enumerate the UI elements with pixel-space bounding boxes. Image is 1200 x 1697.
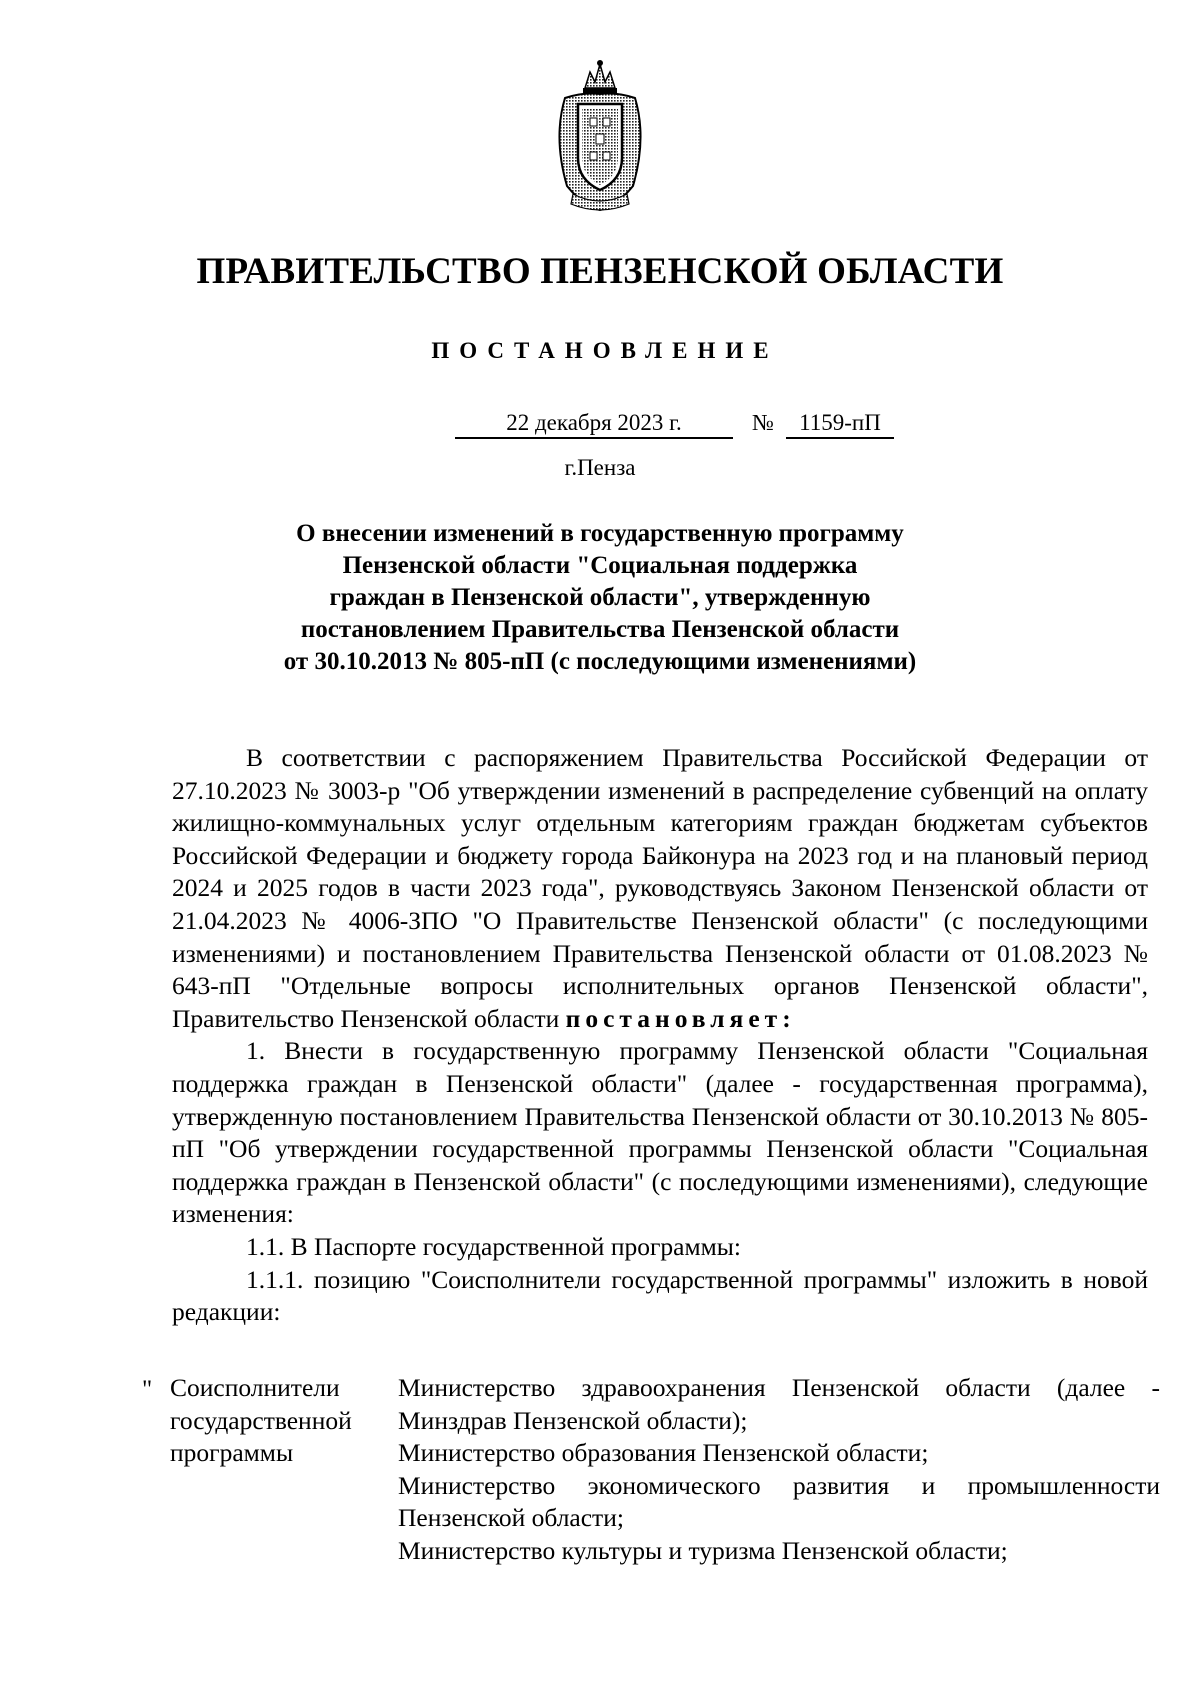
document-body <box>172 742 1148 1329</box>
item-1: 1. Внести в государственную программу Пензенской области "Социальная поддержка граждан в Пензенской области" (далее - государственная программа), утвержденную постановлением Правительства Пензенской области от 30.10.2013 № 805-пП "Об утверждении государственной программы Пензенской области "Социальная поддержка граждан в Пензенской области" (с последующими изменениями), следующие изменения: <box>172 1036 1148 1229</box>
open-quote: " <box>142 1376 153 1403</box>
coat-of-arms-icon <box>545 58 655 214</box>
document-subject <box>200 518 1000 678</box>
document-date: 22 декабря 2023 г. <box>455 410 733 439</box>
table-label-line: государственной <box>170 1405 352 1435</box>
table-entries <box>398 1372 1160 1567</box>
preamble-paragraph <box>172 742 1148 1035</box>
table-entry: Министерство экономического развития и промышленности Пензенской области; <box>398 1470 1160 1532</box>
item-1-1-1: 1.1.1. позицию "Соисполнители государственной программы" изложить в новой редакции: <box>172 1264 1148 1327</box>
item-1-1: 1.1. В Паспорте государственной программы: <box>246 1231 741 1261</box>
city: г.Пенза <box>564 455 636 480</box>
table-label-line: программы <box>170 1438 294 1467</box>
table-label-line: Соисполнители <box>170 1373 340 1402</box>
table-entry: Министерство культуры и туризма Пензенской области; <box>398 1535 1008 1565</box>
subject-line: постановлением Правительства Пензенской области <box>300 616 900 643</box>
table-entry: Министерство здравоохранения Пензенской области (далее - Минздрав Пензенской области); <box>398 1373 1160 1435</box>
subject-line: от 30.10.2013 № 805-пП (с последующими изменениями) <box>283 648 917 675</box>
document-type: ПОСТАНОВЛЕНИЕ <box>431 338 779 363</box>
subject-line: граждан в Пензенской области", утвержденную <box>329 584 871 611</box>
table-label <box>170 1372 380 1470</box>
subject-line: Пензенской области "Социальная поддержка <box>342 552 858 579</box>
resolves-word: постановляет: <box>565 1003 796 1033</box>
number-sign: № <box>752 410 774 435</box>
table-entry: Министерство образования Пензенской области; <box>398 1438 929 1467</box>
subject-line: О внесении изменений в государственную программу <box>296 520 904 547</box>
organization-title: ПРАВИТЕЛЬСТВО ПЕНЗЕНСКОЙ ОБЛАСТИ <box>196 251 1004 292</box>
document-number: 1159-пП <box>786 410 894 439</box>
preamble-text: В соответствии с распоряжением Правительства Российской Федерации от 27.10.2023 № 3003-р "Об утверждении изменений в распределение субвенций на оплату жилищно-коммунальных услуг отдельным категориям граждан бюджетам субъектов Российской Федерации и бюджету города Байконура на 2023 год и на плановый период 2024 и 2025 годов в части 2023 года", руководствуясь Законом Пензенской области от 21.04.2023 № 4006-ЗПО "О Правительстве Пензенской области" (с последующими изменениями) и постановлением Правительства Пензенской области от 01.08.2023 № 643-пП "Отдельные вопросы исполнительных органов Пензенской области", Правительство Пензенской области <box>172 743 1148 1033</box>
